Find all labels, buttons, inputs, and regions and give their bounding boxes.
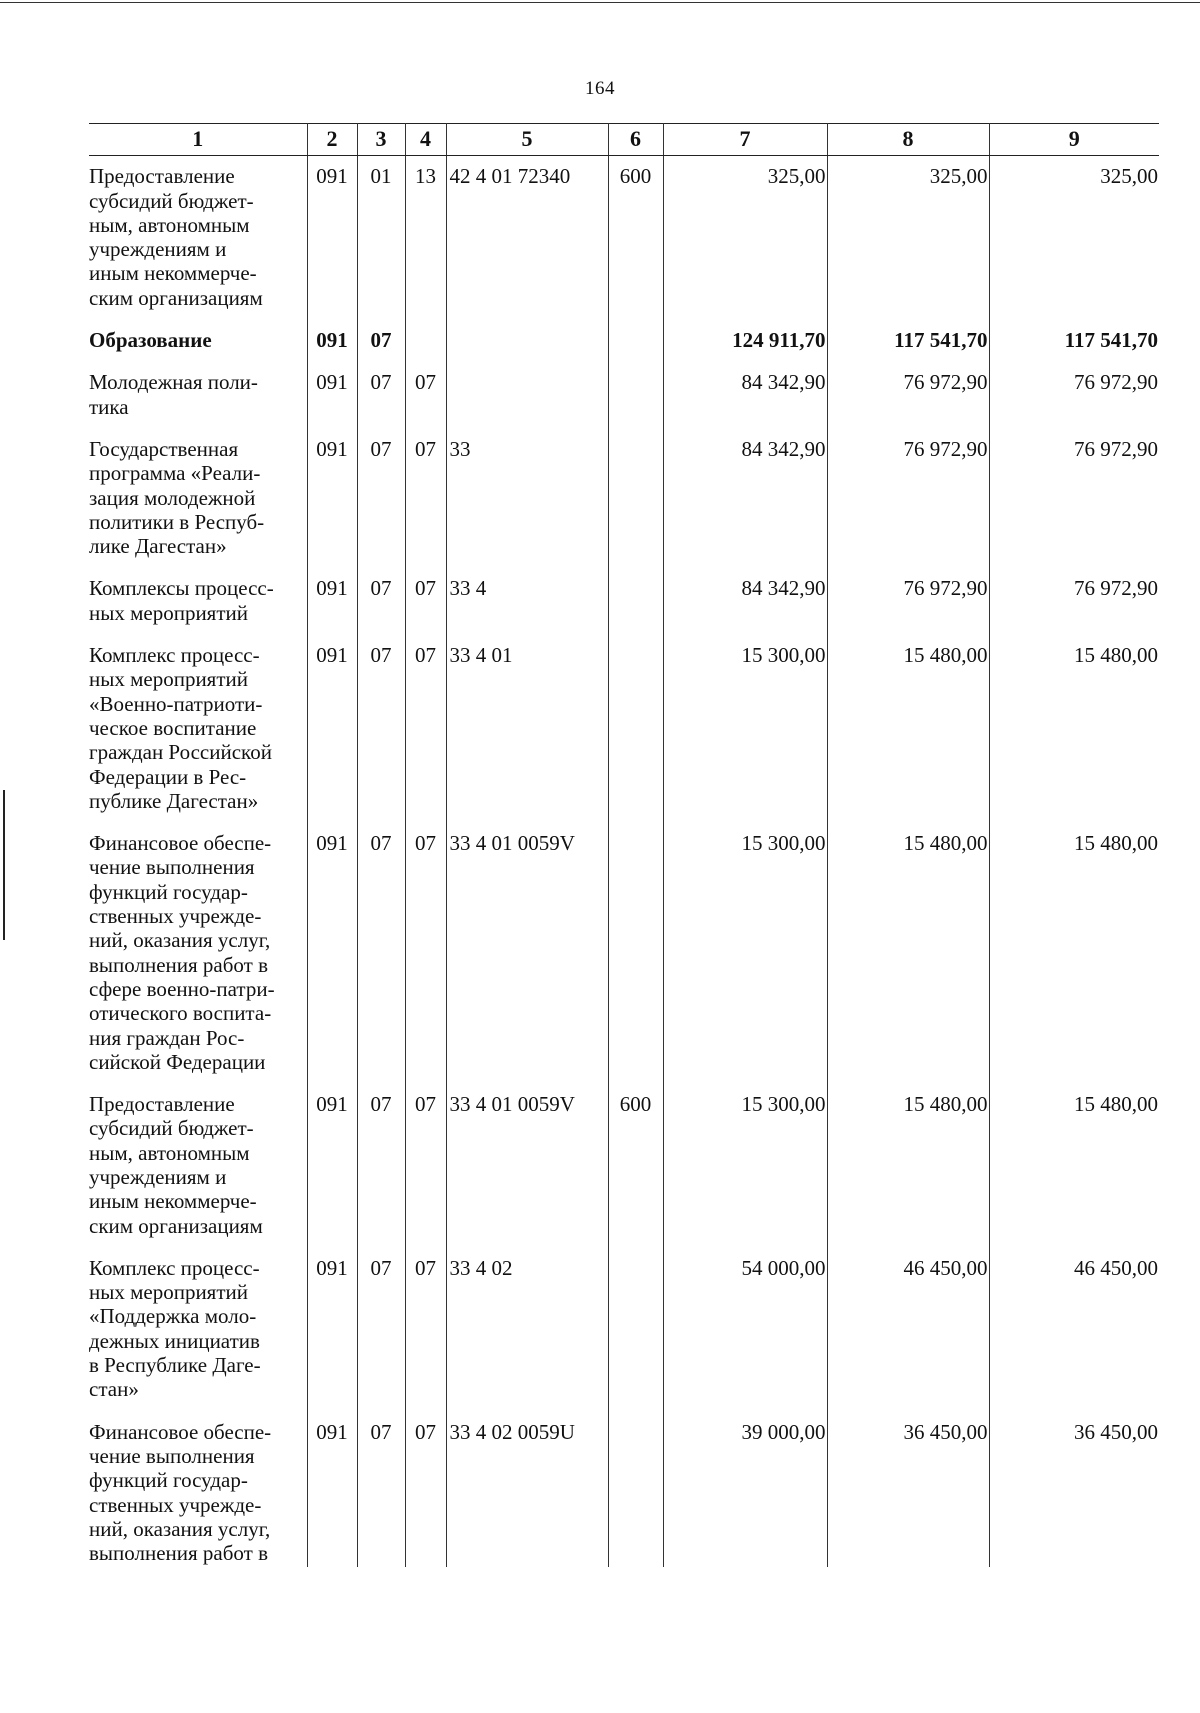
name-line: ным, автономным bbox=[89, 212, 250, 237]
cell-amount-col8: 76 972,90 bbox=[827, 362, 989, 429]
header-col-5: 5 bbox=[446, 124, 608, 156]
cell-amount-col7: 84 342,90 bbox=[663, 568, 827, 635]
cell-admin-code: 091 bbox=[307, 568, 357, 635]
cell-amount-col8: 76 972,90 bbox=[827, 429, 989, 568]
cell-target-article: 33 4 bbox=[446, 568, 608, 635]
cell-name bbox=[89, 320, 307, 362]
cell-subsection: 07 bbox=[405, 1412, 446, 1568]
cell-amount-col7: 15 300,00 bbox=[663, 1084, 827, 1248]
name-line: Финансовое обеспе- bbox=[89, 1419, 272, 1444]
cell-amount-col7: 84 342,90 bbox=[663, 429, 827, 568]
cell-admin-code: 091 bbox=[307, 635, 357, 823]
name-line: лике Дагестан» bbox=[89, 534, 227, 559]
cell-target-article: 42 4 01 72340 bbox=[446, 156, 608, 320]
table-row bbox=[89, 156, 1159, 320]
name-line: выполнения работ в bbox=[89, 952, 268, 977]
cell-amount-col9: 36 450,00 bbox=[989, 1412, 1159, 1568]
cell-admin-code: 091 bbox=[307, 362, 357, 429]
name-line: политики в Респуб- bbox=[89, 509, 265, 534]
cell-amount-col8: 46 450,00 bbox=[827, 1248, 989, 1412]
cell-subsection: 07 bbox=[405, 823, 446, 1084]
cell-amount-col9: 76 972,90 bbox=[989, 568, 1159, 635]
cell-amount-col8: 36 450,00 bbox=[827, 1412, 989, 1568]
cell-name bbox=[89, 635, 307, 823]
cell-amount-col8: 117 541,70 bbox=[827, 320, 989, 362]
name-line: чение выполнения bbox=[89, 855, 255, 880]
name-line: зация молодежной bbox=[89, 485, 256, 510]
name-line: Предоставление bbox=[89, 1092, 235, 1117]
name-line: ных мероприятий bbox=[89, 600, 248, 625]
top-rule bbox=[0, 2, 1200, 3]
cell-name bbox=[89, 1248, 307, 1412]
cell-amount-col7: 39 000,00 bbox=[663, 1412, 827, 1568]
cell-name bbox=[89, 568, 307, 635]
cell-subsection: 13 bbox=[405, 156, 446, 320]
cell-admin-code: 091 bbox=[307, 156, 357, 320]
table-row bbox=[89, 635, 1159, 823]
cell-section: 07 bbox=[357, 635, 405, 823]
table-row bbox=[89, 362, 1159, 429]
cell-amount-col9: 76 972,90 bbox=[989, 429, 1159, 568]
cell-target-article: 33 4 01 0059V bbox=[446, 823, 608, 1084]
cell-subsection: 07 bbox=[405, 1084, 446, 1248]
cell-amount-col7: 15 300,00 bbox=[663, 635, 827, 823]
cell-expense-type: 600 bbox=[608, 156, 663, 320]
name-line: ных мероприятий bbox=[89, 1280, 248, 1305]
name-line: сфере военно-патри- bbox=[89, 976, 275, 1001]
header-col-3: 3 bbox=[357, 124, 405, 156]
cell-name bbox=[89, 429, 307, 568]
cell-amount-col7: 325,00 bbox=[663, 156, 827, 320]
cell-target-article: 33 bbox=[446, 429, 608, 568]
cell-name bbox=[89, 156, 307, 320]
name-line: функций государ- bbox=[89, 879, 248, 904]
cell-section: 07 bbox=[357, 320, 405, 362]
cell-expense-type bbox=[608, 1412, 663, 1568]
cell-expense-type bbox=[608, 362, 663, 429]
table-row bbox=[89, 1412, 1159, 1568]
name-line: стан» bbox=[89, 1377, 139, 1402]
cell-amount-col7: 15 300,00 bbox=[663, 823, 827, 1084]
name-line: Комплекс процесс- bbox=[89, 1255, 260, 1280]
budget-table bbox=[89, 123, 1159, 1567]
cell-amount-col9: 76 972,90 bbox=[989, 362, 1159, 429]
header-col-9: 9 bbox=[989, 124, 1159, 156]
cell-target-article bbox=[446, 362, 608, 429]
cell-target-article bbox=[446, 320, 608, 362]
name-line: граждан Российской bbox=[89, 740, 272, 765]
name-line: ственных учрежде- bbox=[89, 904, 262, 929]
cell-amount-col8: 15 480,00 bbox=[827, 823, 989, 1084]
page-number: 164 bbox=[585, 78, 615, 99]
cell-subsection: 07 bbox=[405, 568, 446, 635]
name-line: программа «Реали- bbox=[89, 461, 261, 486]
name-line: Финансовое обеспе- bbox=[89, 831, 272, 856]
table-row bbox=[89, 1248, 1159, 1412]
cell-amount-col7: 54 000,00 bbox=[663, 1248, 827, 1412]
cell-amount-col9: 15 480,00 bbox=[989, 1084, 1159, 1248]
cell-admin-code: 091 bbox=[307, 1084, 357, 1248]
cell-subsection: 07 bbox=[405, 429, 446, 568]
cell-name bbox=[89, 362, 307, 429]
table-row bbox=[89, 320, 1159, 362]
cell-expense-type bbox=[608, 568, 663, 635]
name-line: иным некоммерче- bbox=[89, 261, 257, 286]
name-line: Образование bbox=[89, 328, 212, 353]
header-row bbox=[89, 124, 1159, 156]
name-line: Государственная bbox=[89, 436, 239, 461]
name-line: чение выполнения bbox=[89, 1443, 255, 1468]
name-line: отического воспита- bbox=[89, 1001, 272, 1026]
cell-name bbox=[89, 823, 307, 1084]
name-line: Федерации в Рес- bbox=[89, 764, 247, 789]
cell-subsection: 07 bbox=[405, 362, 446, 429]
name-line: учреждениям и bbox=[89, 237, 227, 262]
cell-expense-type bbox=[608, 320, 663, 362]
cell-section: 01 bbox=[357, 156, 405, 320]
header-col-8: 8 bbox=[827, 124, 989, 156]
header-col-2: 2 bbox=[307, 124, 357, 156]
name-line: «Поддержка моло- bbox=[89, 1304, 257, 1329]
cell-expense-type bbox=[608, 429, 663, 568]
cell-amount-col9: 325,00 bbox=[989, 156, 1159, 320]
name-line: Комплексы процесс- bbox=[89, 576, 274, 601]
cell-expense-type bbox=[608, 635, 663, 823]
name-line: Предоставление bbox=[89, 164, 235, 189]
cell-subsection: 07 bbox=[405, 635, 446, 823]
name-line: ским организациям bbox=[89, 285, 263, 310]
cell-amount-col9: 117 541,70 bbox=[989, 320, 1159, 362]
cell-admin-code: 091 bbox=[307, 823, 357, 1084]
name-line: «Военно-патриоти- bbox=[89, 691, 263, 716]
cell-amount-col7: 84 342,90 bbox=[663, 362, 827, 429]
cell-subsection bbox=[405, 320, 446, 362]
name-line: ным, автономным bbox=[89, 1140, 250, 1165]
cell-target-article: 33 4 02 0059U bbox=[446, 1412, 608, 1568]
name-line: ческое воспитание bbox=[89, 715, 257, 740]
cell-admin-code: 091 bbox=[307, 1412, 357, 1568]
cell-admin-code: 091 bbox=[307, 429, 357, 568]
cell-subsection: 07 bbox=[405, 1248, 446, 1412]
cell-amount-col7: 124 911,70 bbox=[663, 320, 827, 362]
name-line: ний, оказания услуг, bbox=[89, 928, 271, 953]
cell-section: 07 bbox=[357, 1248, 405, 1412]
name-line: ственных учрежде- bbox=[89, 1492, 262, 1517]
cell-section: 07 bbox=[357, 1084, 405, 1248]
name-line: дежных инициатив bbox=[89, 1328, 260, 1353]
cell-expense-type: 600 bbox=[608, 1084, 663, 1248]
name-line: тика bbox=[89, 394, 129, 419]
cell-name bbox=[89, 1084, 307, 1248]
name-line: ний, оказания услуг, bbox=[89, 1516, 271, 1541]
cell-target-article: 33 4 02 bbox=[446, 1248, 608, 1412]
name-line: субсидий бюджет- bbox=[89, 1116, 254, 1141]
cell-expense-type bbox=[608, 1248, 663, 1412]
table-body bbox=[89, 156, 1159, 1568]
cell-section: 07 bbox=[357, 429, 405, 568]
cell-amount-col9: 46 450,00 bbox=[989, 1248, 1159, 1412]
cell-amount-col8: 15 480,00 bbox=[827, 635, 989, 823]
table-row bbox=[89, 568, 1159, 635]
cell-section: 07 bbox=[357, 823, 405, 1084]
cell-admin-code: 091 bbox=[307, 1248, 357, 1412]
cell-target-article: 33 4 01 bbox=[446, 635, 608, 823]
name-line: в Республике Даге- bbox=[89, 1353, 261, 1378]
cell-amount-col8: 76 972,90 bbox=[827, 568, 989, 635]
name-line: сийской Федерации bbox=[89, 1049, 266, 1074]
header-col-6: 6 bbox=[608, 124, 663, 156]
name-line: функций государ- bbox=[89, 1468, 248, 1493]
cell-admin-code: 091 bbox=[307, 320, 357, 362]
name-line: публике Дагестан» bbox=[89, 788, 259, 813]
table-row bbox=[89, 429, 1159, 568]
cell-section: 07 bbox=[357, 568, 405, 635]
cell-name bbox=[89, 1412, 307, 1568]
header-col-7: 7 bbox=[663, 124, 827, 156]
margin-scan-mark bbox=[3, 790, 5, 940]
name-line: иным некоммерче- bbox=[89, 1189, 257, 1214]
cell-section: 07 bbox=[357, 362, 405, 429]
cell-amount-col8: 15 480,00 bbox=[827, 1084, 989, 1248]
cell-amount-col8: 325,00 bbox=[827, 156, 989, 320]
header-col-4: 4 bbox=[405, 124, 446, 156]
name-line: выполнения работ в bbox=[89, 1541, 268, 1566]
name-line: ским организациям bbox=[89, 1213, 263, 1238]
table-row bbox=[89, 823, 1159, 1084]
name-line: Молодежная поли- bbox=[89, 370, 258, 395]
name-line: субсидий бюджет- bbox=[89, 188, 254, 213]
name-line: учреждениям и bbox=[89, 1164, 227, 1189]
header-col-1: 1 bbox=[89, 124, 307, 156]
name-line: Комплекс процесс- bbox=[89, 643, 260, 668]
name-line: ния граждан Рос- bbox=[89, 1025, 245, 1050]
cell-target-article: 33 4 01 0059V bbox=[446, 1084, 608, 1248]
cell-section: 07 bbox=[357, 1412, 405, 1568]
cell-amount-col9: 15 480,00 bbox=[989, 635, 1159, 823]
name-line: ных мероприятий bbox=[89, 667, 248, 692]
cell-expense-type bbox=[608, 823, 663, 1084]
cell-amount-col9: 15 480,00 bbox=[989, 823, 1159, 1084]
table-row bbox=[89, 1084, 1159, 1248]
